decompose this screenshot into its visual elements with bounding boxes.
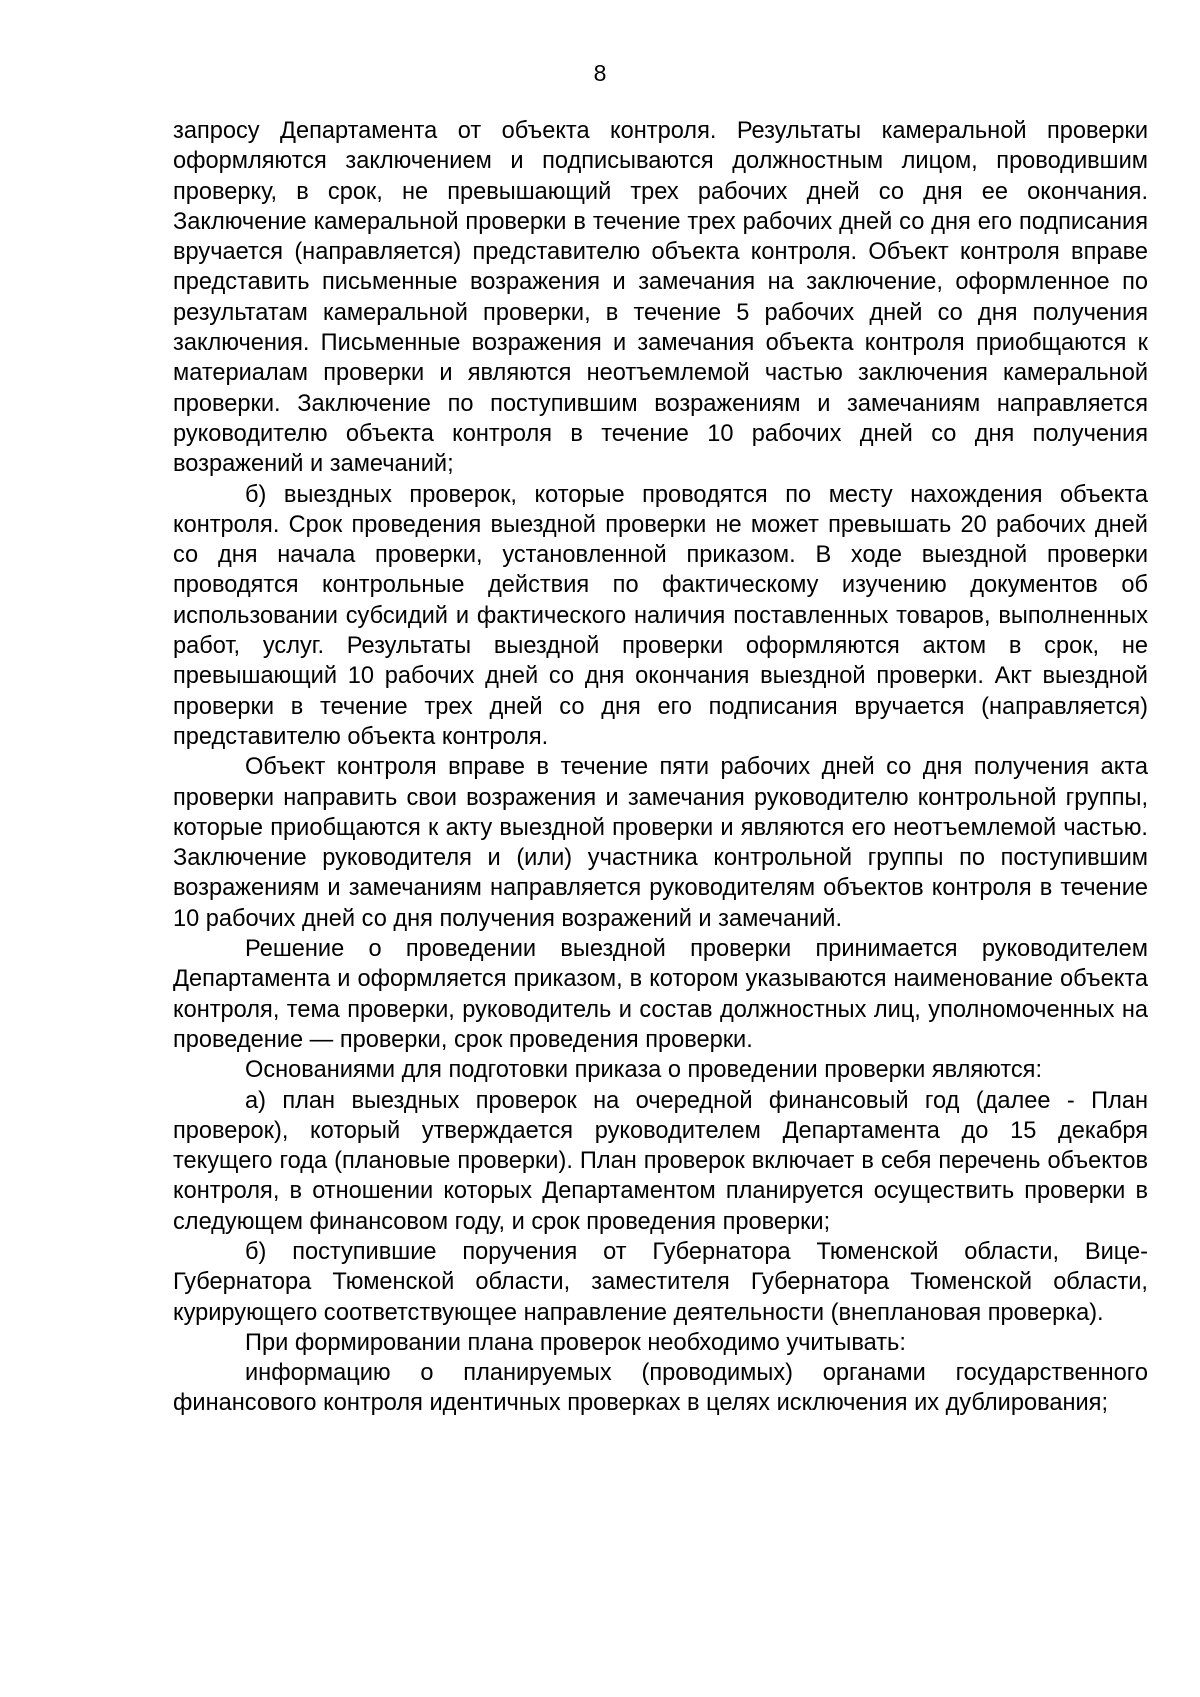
paragraph-3: Объект контроля вправе в течение пяти рабочих дней со дня получения акта проверки направить свои возражения и замечания руководителю контрольной группы, которые приобщаются к акту выездной проверки и являются его неотъемлемой частью. Заключение руководителя и (или) участника контрольной группы по поступившим возражениям и замечаниям направляется руководителям объектов контроля в течение 10 рабочих дней со дня получения возражений и замечаний. [173,754,1148,932]
paragraph-7: б) поступившие поручения от Губернатора Тюменской области, Вице-Губернатора Тюменской области, заместителя Губернатора Тюменской области, курирующего соответствующее направление деятельности (внеплановая проверка). [173,1238,1148,1326]
paragraph-1: запросу Департамента от объекта контроля. Результаты камеральной проверки оформляются заключением и подписываются должностным лицом, проводившим проверку, в срок, не превышающий трех рабочих дней со дня ее окончания. Заключение камеральной проверки в течение трех рабочих дней со дня его подписания вручается (направляется) представителю объекта контроля. Объект контроля вправе представить письменные возражения и замечания на заключение, оформленное по результатам камеральной проверки, в течение 5 рабочих дней со дня получения заключения. Письменные возражения и замечания объекта контроля приобщаются к материалам проверки и являются неотъемлемой частью заключения камеральной проверки. Заключение по поступившим возражениям и замечаниям направляется руководителю объекта контроля в течение 10 рабочих дней со дня получения возражений и замечаний; [173,118,1148,478]
paragraph-4: Решение о проведении выездной проверки принимается руководителем Департамента и оформляется приказом, в котором указываются наименование объекта контроля, тема проверки, руководитель и состав должностных лиц, уполномоченных на проведение — проверки, срок проведения проверки. [173,936,1148,1053]
paragraph-5: Основаниями для подготовки приказа о проведении проверки являются: [245,1057,1043,1084]
paragraph-6: а) план выездных проверок на очередной финансовый год (далее - План проверок), который утверждается руководителем Департамента до 15 декабря текущего года (плановые проверки). План проверок включает в себя перечень объектов контроля, в отношении которых Департаментом планируется осуществить проверки в следующем финансовом году, и срок проведения проверки; [173,1087,1148,1235]
page-number: 8 [593,60,607,86]
paragraph-2: б) выездных проверок, которые проводятся по месту нахождения объекта контроля. Срок проведения выездной проверки не может превышать 20 рабочих дней со дня начала проверки, установленной приказом. В ходе выездной проверки проводятся контрольные действия по фактическому изучению документов об использовании субсидий и фактического наличия поставленных товаров, выполненных работ, услуг. Результаты выездной проверки оформляются актом в срок, не превышающий 10 рабочих дней со дня окончания выездной проверки. Акт выездной проверки в течение трех дней со дня его подписания вручается (направляется) представителю объекта контроля. [173,481,1148,750]
document-body [173,116,1148,1419]
paragraph-8: При формировании плана проверок необходимо учитывать: [245,1329,906,1356]
paragraph-9: информацию о планируемых (проводимых) органами государственного финансового контроля идентичных проверках в целях исключения их дублирования; [173,1360,1148,1417]
